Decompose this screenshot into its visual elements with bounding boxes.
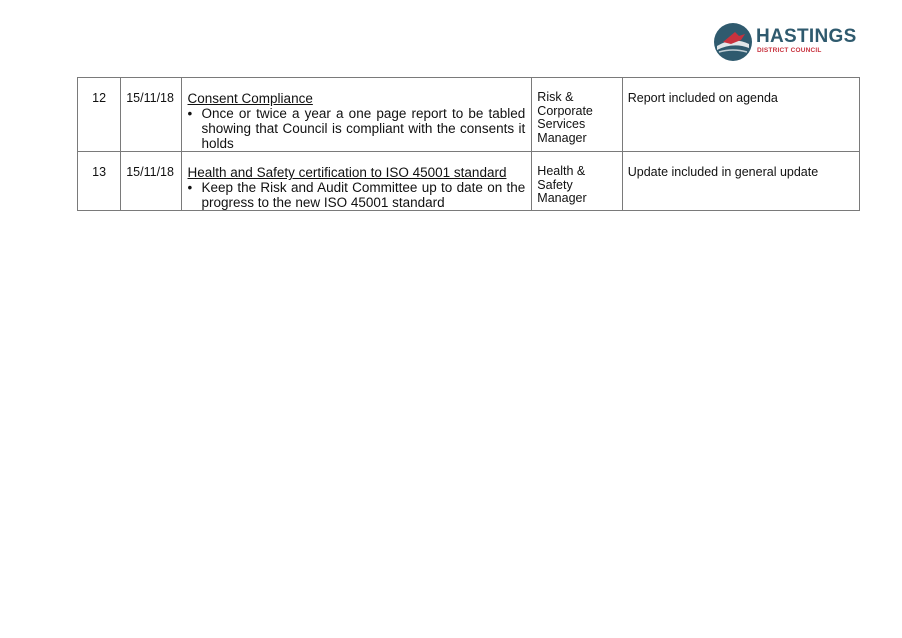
- bullet-item: [188, 106, 526, 151]
- bullet-text: Keep the Risk and Audit Committee up to date on the progress to the new ISO 45001 standard: [201, 180, 526, 210]
- logo-subtitle: DISTRICT COUNCIL: [757, 47, 822, 54]
- item-description: [181, 78, 532, 152]
- hastings-logo: [713, 22, 857, 62]
- logo-name: HASTINGS: [756, 26, 857, 47]
- item-number: 12: [78, 78, 121, 152]
- item-owner: [532, 78, 622, 152]
- item-title: Health and Safety certification to ISO 45001 standard: [187, 165, 507, 180]
- item-date: 15/11/18: [121, 152, 181, 211]
- item-status: Update included in general update: [622, 152, 859, 211]
- bullet-item: [188, 180, 526, 210]
- bullet-icon: •: [187, 106, 193, 121]
- table-row: [78, 78, 860, 152]
- owner-text: Risk & Corporate Services Manager: [537, 90, 593, 145]
- bullet-icon: •: [187, 180, 193, 195]
- item-date: 15/11/18: [121, 78, 181, 152]
- item-title: Consent Compliance: [187, 91, 313, 106]
- table-row: [78, 152, 860, 211]
- item-status: Report included on agenda: [622, 78, 859, 152]
- action-items-table: [77, 77, 860, 211]
- item-number: 13: [78, 152, 121, 211]
- item-owner: [532, 152, 622, 211]
- owner-text: Health & Safety Manager: [537, 164, 587, 205]
- bullet-text: Once or twice a year a one page report to be tabled showing that Council is compliant with the consents it holds: [201, 106, 526, 151]
- item-description: [181, 152, 532, 211]
- council-emblem-icon: [713, 22, 753, 62]
